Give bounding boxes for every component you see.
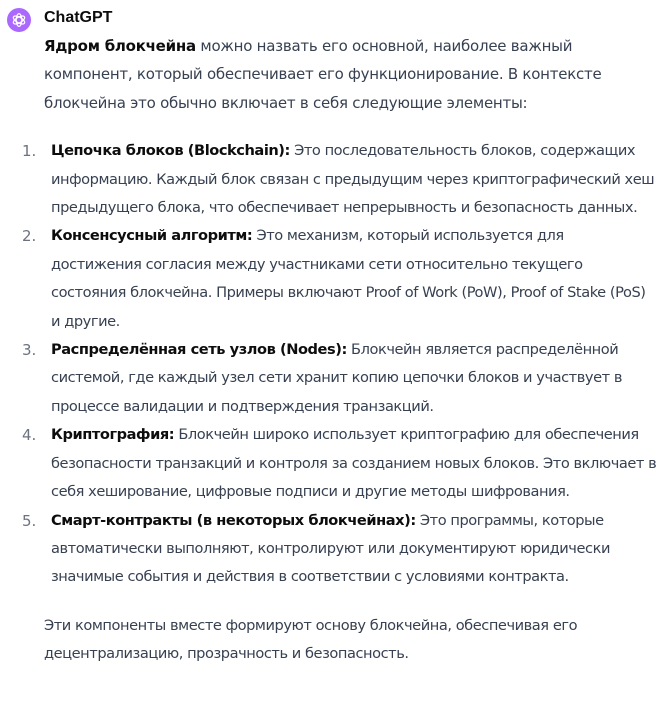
outro-paragraph: Эти компоненты вместе формируют основу блокчейна, обеспечивая его децентрализацию, прозрачность и безопасность.	[44, 616, 578, 663]
list-item	[22, 421, 658, 506]
list-item-title: Консенсусный алгоритм:	[51, 227, 253, 245]
list-item-text: Это программы, которые автоматически выполняют, контролируют или документируют юридически значимые события и действия в соответствии с условиями контракта.	[51, 511, 610, 586]
list-item-text: Блокчейн является распределённой системой, где каждый узел сети хранит копию цепочки блоков и участвует в процессе валидации и подтверждения транзакций.	[51, 341, 622, 415]
list-item-title: Цепочка блоков (Blockchain):	[51, 142, 290, 160]
author-name: ChatGPT	[44, 9, 113, 26]
list-item	[22, 137, 658, 222]
message-content	[22, 32, 658, 669]
list-item-text: Блокчейн широко использует криптографию для обеспечения безопасности транзакций и контроля за созданием новых блоков. Это включает в себя хеширование, цифровые подписи и другие методы шифрования.	[51, 426, 657, 501]
list-item-title: Распределённая сеть узлов (Nodes):	[51, 341, 347, 359]
intro-bold: Ядром блокчейна	[44, 37, 196, 55]
list-item-text: Это последовательность блоков, содержащих информацию. Каждый блок связан с предыдущим через криптографический хеш предыдущего блока, что обеспечивает непрерывность и безопасность данных.	[51, 142, 655, 217]
list-item-title: Смарт-контракты (в некоторых блокчейнах):	[51, 511, 416, 529]
list-number: 3.	[22, 341, 37, 360]
list-item-text: Это механизм, который используется для достижения согласия между участниками сети относительно текущего состояния блокчейна. Примеры включают Proof of Work (PoW), Proof of Stake (PoS) и другие.	[51, 227, 646, 330]
list-number: 1.	[22, 142, 37, 161]
intro-text: можно назвать его основной, наиболее важный компонент, который обеспечивает его функционирование. В контексте блокчейна это обычно включает в себя следующие элементы:	[44, 37, 602, 112]
list-number: 4.	[22, 426, 37, 445]
list-item	[22, 336, 658, 421]
avatar	[7, 8, 31, 32]
components-list	[22, 137, 658, 592]
list-item	[22, 507, 658, 592]
list-item-title: Криптография:	[51, 426, 175, 444]
list-number: 5.	[22, 511, 37, 530]
list-number: 2.	[22, 227, 37, 246]
list-item	[22, 222, 658, 336]
intro-paragraph	[44, 32, 658, 117]
openai-logo-icon	[11, 12, 27, 28]
